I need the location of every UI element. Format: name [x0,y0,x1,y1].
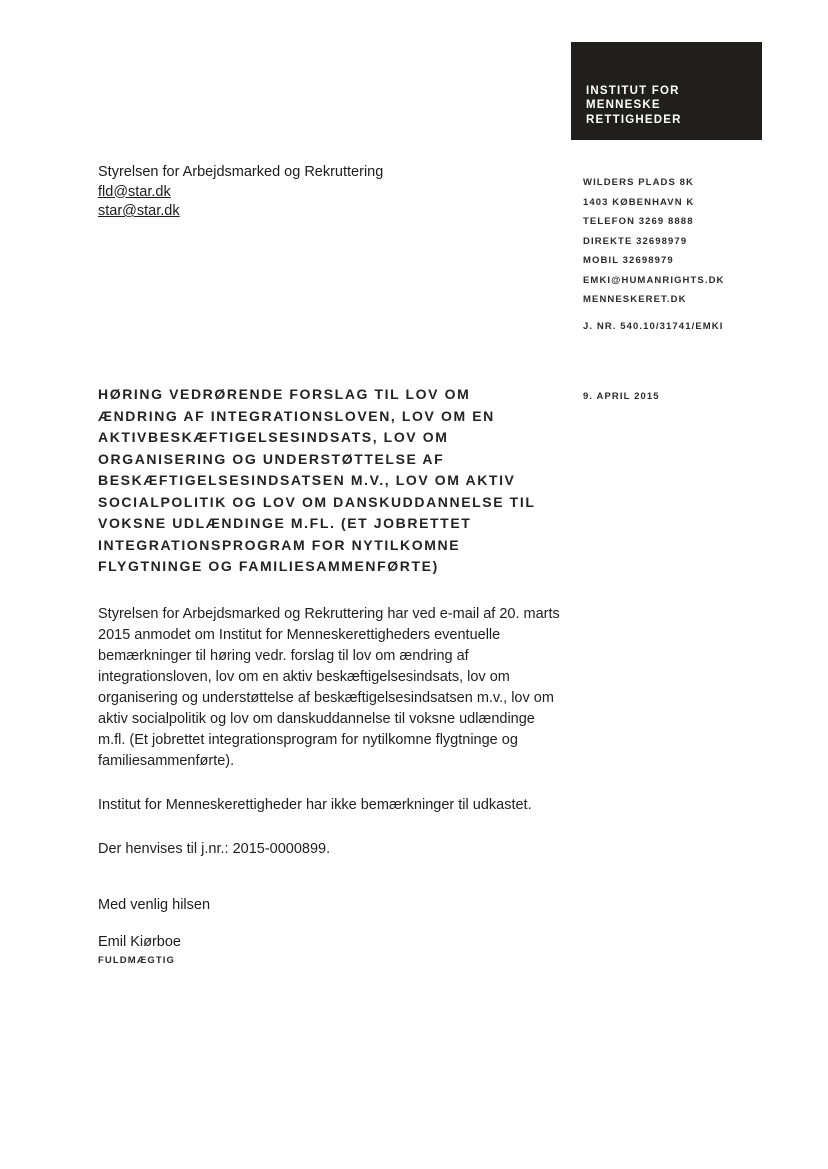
contact-phone-line: TELEFON 3269 8888 [583,216,694,227]
body-paragraph-1: Styrelsen for Arbejdsmarked og Rekruttering har ved e-mail af 20. marts 2015 anmodet om Institut for Menneskerettigheders eventuelle bemærkninger til høring vedr. forslag til lov om ændring af integrationsloven, lov om en aktiv beskæftigelsesindsats, lov om organisering og understøttelse af beskæftigelsesindsatsen m.v., lov om aktiv socialpolitik og lov om danskuddannelse til voksne udlændinge m.fl. (Et jobrettet integrationsprogram for nytilkomne flygtninge og familiesammenførte). [98,605,560,769]
letter-body [98,384,566,966]
email-link-star[interactable]: star@star.dk [98,203,180,219]
contact-address-line: WILDERS PLADS 8K [583,177,695,188]
logo-text-line-2: MENNESKE [586,99,661,111]
contact-website-line: MENNESKERET.DK [583,294,687,305]
contact-mobile-line: MOBIL 32698979 [583,255,674,266]
recipient-email-row [98,202,383,222]
logo-text-line-3: RETTIGHEDER [586,113,682,126]
body-paragraph-2: Institut for Menneskerettigheder har ikke bemærkninger til udkastet. [98,796,532,813]
signature-name: Emil Kiørboe [98,933,181,950]
contact-info-block [583,173,725,310]
signature-title: FULDMÆGTIG [98,954,175,966]
recipient-email-row [98,183,383,203]
institute-logo [571,42,762,140]
letter-date: 9. APRIL 2015 [583,391,660,402]
contact-city-line: 1403 KØBENHAVN K [583,196,695,208]
contact-direct-line: DIREKTE 32698979 [583,235,688,247]
journal-number: J. NR. 540.10/31741/EMKI [583,321,724,332]
recipient-block [98,163,383,222]
body-paragraph-3: Der henvises til j.nr.: 2015-0000899. [98,840,331,857]
email-link-fld[interactable]: fld@star.dk [98,183,171,200]
letter-heading: HØRING VEDRØRENDE FORSLAG TIL LOV OM ÆNDRING AF INTEGRATIONSLOVEN, LOV OM EN AKTIVBESKÆFTIGELSESINDSATS, LOV OM ORGANISERING OG UNDERSTØTTELSE AF BESKÆFTIGELSESINDSATSEN M.V., LOV OM AKTIV SOCIALPOLITIK OG LOV OM DANSKUDDANNELSE TIL VOKSNE UDLÆNDINGE M.FL. (ET JOBRETTET INTEGRATIONSPROGRAM FOR NYTILKOMNE FLYGTNINGE OG FAMILIESAMMENFØRTE) [98,386,536,574]
logo-text-line-1: INSTITUT FOR [586,84,680,97]
contact-email-line: EMKI@HUMANRIGHTS.DK [583,274,725,286]
recipient-name: Styrelsen for Arbejdsmarked og Rekruttering [98,164,384,180]
closing-phrase: Med venlig hilsen [98,896,211,913]
